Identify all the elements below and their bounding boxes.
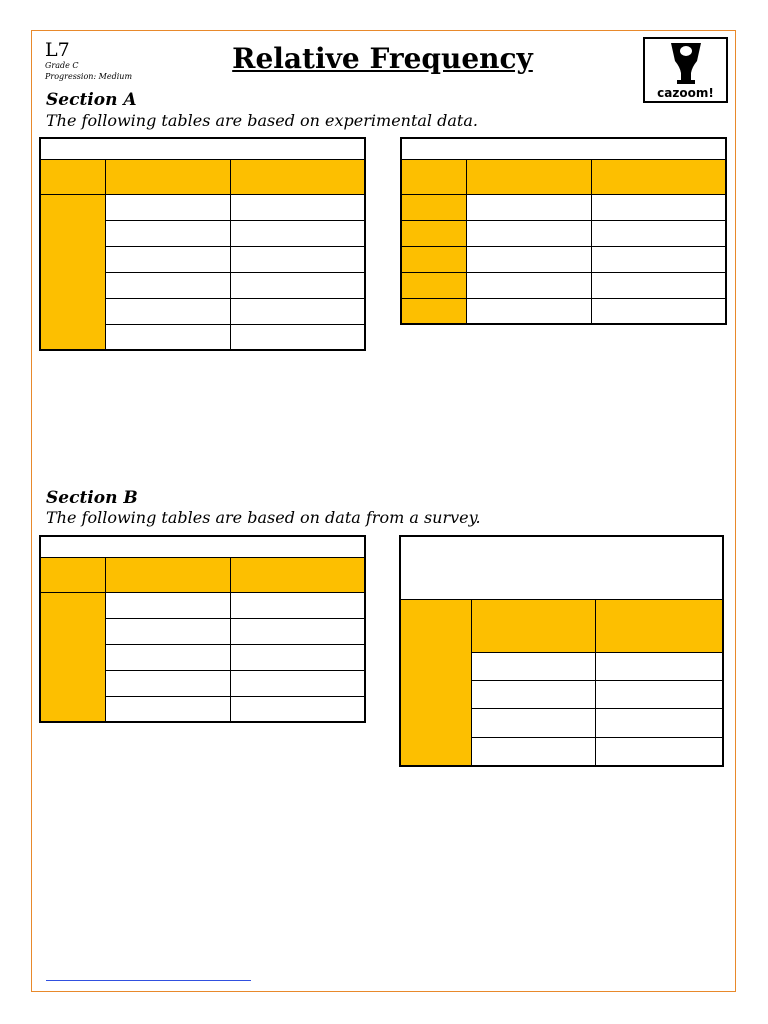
level-label: L7: [45, 39, 70, 61]
logo-text: cazoom!: [657, 86, 714, 100]
footer-link-line[interactable]: [46, 980, 251, 981]
grade-label: Grade C: [45, 61, 79, 70]
table-outline: [399, 535, 724, 767]
section-a-text: The following tables are based on experimental data.: [46, 111, 478, 130]
section-b-heading: Section B: [46, 488, 138, 508]
cazoom-logo: [643, 37, 728, 103]
table-outline: [400, 137, 727, 325]
section-a-heading: Section A: [46, 90, 137, 110]
table-outline: [39, 137, 366, 351]
table-outline: [39, 535, 366, 723]
page-title: Relative Frequency: [232, 42, 533, 75]
section-b-text: The following tables are based on data from a survey.: [46, 508, 481, 527]
progression-label: Progression: Medium: [45, 72, 133, 81]
